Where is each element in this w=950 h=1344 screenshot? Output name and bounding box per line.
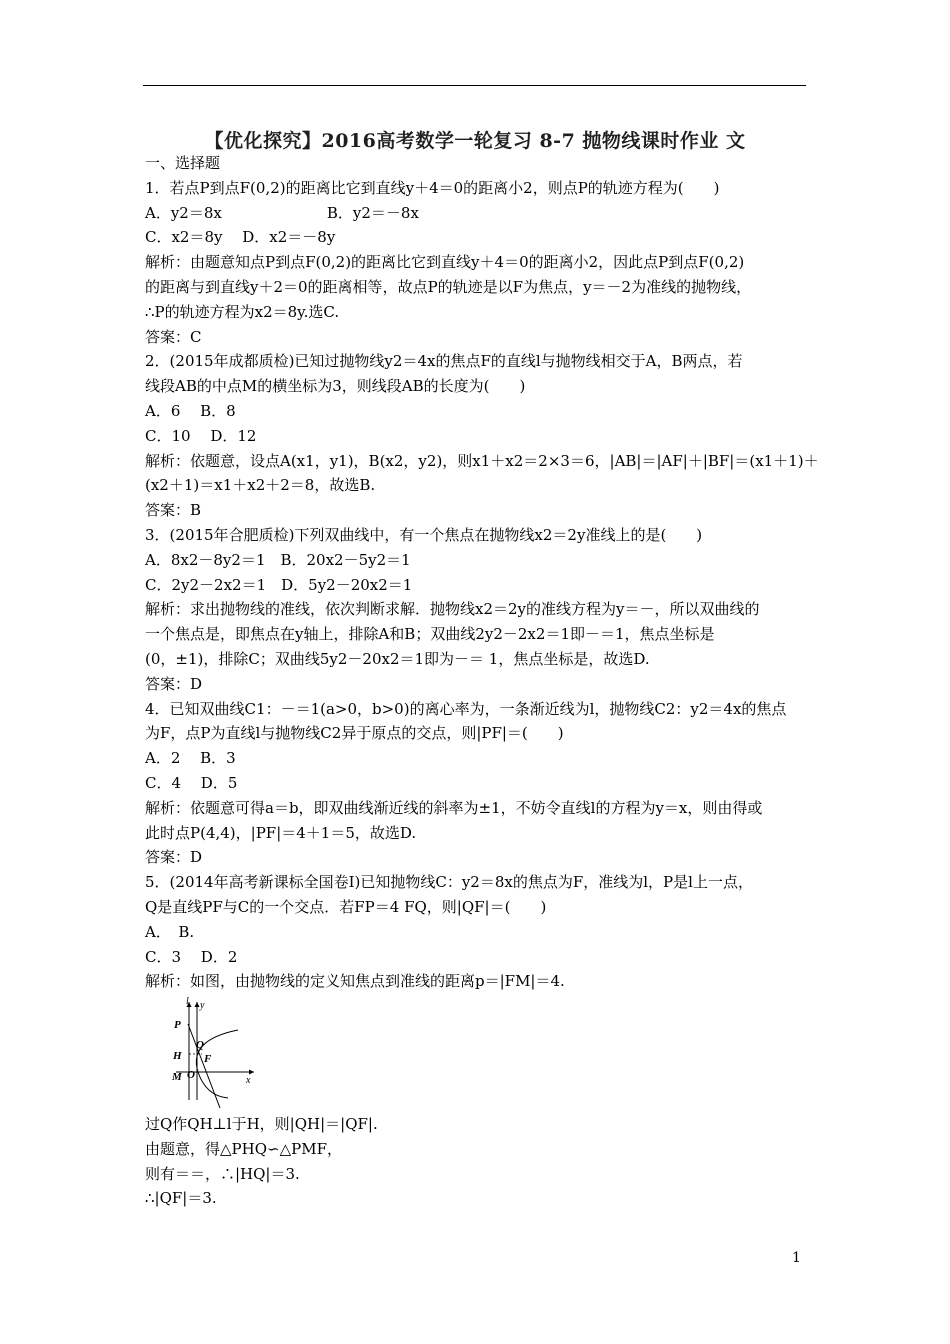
parabola-figure <box>158 996 258 1108</box>
text-line: 2．(2015年成都质检)已知过抛物线y2＝4x的焦点F的直线l与抛物线相交于A，B两点，若 <box>145 352 743 371</box>
label-p: P <box>174 1019 181 1032</box>
text-line: A．y2＝8x B．y2＝－8x <box>145 203 419 222</box>
text-line: 答案：D <box>145 674 203 693</box>
text-line: 答案：B <box>145 501 202 520</box>
text-line: 由题意，得△PHQ∽△PMF， <box>145 1139 342 1158</box>
text-line: 解析：依题意可得a＝b，即双曲线渐近线的斜率为±1，不妨令直线l的方程为y＝x，则由得或 <box>145 798 763 817</box>
header-rule <box>143 85 806 86</box>
label-o: O <box>187 1069 195 1082</box>
text-line: 为F，点P为直线l与抛物线C2异于原点的交点，则|PF|＝( ) <box>145 724 564 743</box>
text-line: Q是直线PF与C的一个交点．若FP＝4 FQ，则|QF|＝( ) <box>145 897 547 916</box>
text-line: 解析：求出抛物线的准线，依次判断求解．抛物线x2＝2y的准线方程为y＝－，所以双曲线的 <box>145 600 760 619</box>
label-m: M <box>172 1071 182 1084</box>
text-line: A．8x2－8y2＝1 B．20x2－5y2＝1 <box>145 550 411 569</box>
text-line: 一个焦点是，即焦点在y轴上，排除A和B；双曲线2y2－2x2＝1即－＝1，焦点坐标是 <box>145 625 715 644</box>
text-line: 答案：C <box>145 327 202 346</box>
text-line: (x2＋1)＝x1＋x2＋2＝8，故选B. <box>145 476 376 495</box>
text-block-after-figure <box>145 1112 810 1211</box>
document-body <box>145 151 819 1211</box>
label-f: F <box>204 1053 212 1066</box>
text-line: 的距离与到直线y＋2＝0的距离相等，故点P的轨迹是以F为焦点，y＝－2为准线的抛物线， <box>145 277 752 296</box>
text-line: 1．若点P到点F(0,2)的距离比它到直线y＋4＝0的距离小2，则点P的轨迹方程为( ) <box>145 178 720 197</box>
text-line: 3．(2015年合肥质检)下列双曲线中，有一个焦点在抛物线x2＝2y准线上的是( ) <box>145 525 703 544</box>
text-line: 5．(2014年高考新课标全国卷Ⅰ)已知抛物线C：y2＝8x的焦点为F，准线为l，P是l上一点， <box>145 873 753 892</box>
text-line: 解析：如图，由抛物线的定义知焦点到准线的距离p＝|FM|＝4. <box>145 972 565 991</box>
text-line: 解析：由题意知点P到点F(0,2)的距离比它到直线y＋4＝0的距离小2，因此点P到点F(0,2) <box>145 253 745 272</box>
text-line: 过Q作QH⊥l于H，则|QH|＝|QF|. <box>145 1115 378 1134</box>
text-line: C．4 D．5 <box>145 773 238 792</box>
text-line: C．3 D．2 <box>145 947 238 966</box>
text-line: 一、选择题 <box>145 154 221 172</box>
text-line: C．10 D．12 <box>145 426 257 445</box>
text-line: 答案：D <box>145 848 203 867</box>
label-h: H <box>173 1050 182 1063</box>
text-line: ∴P的轨迹方程为x2＝8y.选C. <box>145 302 340 321</box>
document-title: 【优化探究】2016高考数学一轮复习 8-7 抛物线课时作业 文 <box>204 130 746 152</box>
text-block-before-figure <box>145 151 819 994</box>
text-line: 则有＝＝，∴|HQ|＝3. <box>145 1164 300 1183</box>
label-y: y <box>200 1000 205 1012</box>
x-axis-arrow <box>249 1070 254 1075</box>
text-line: ∴|QF|＝3. <box>145 1189 217 1208</box>
page-number: 1 <box>792 1250 801 1266</box>
text-line: A． B. <box>145 922 195 941</box>
text-line: C．x2＝8y D．x2＝－8y <box>145 228 336 247</box>
text-line: (0，±1)，排除C；双曲线5y2－20x2＝1即为－＝ 1，焦点坐标是，故选D. <box>145 649 650 668</box>
label-x: x <box>246 1075 251 1087</box>
text-line: 线段AB的中点M的横坐标为3，则线段AB的长度为( ) <box>145 377 526 396</box>
label-l: l <box>186 996 189 1008</box>
y-axis-arrow <box>195 1002 200 1007</box>
text-line: 解析：依题意，设点A(x1，y1)，B(x2，y2)，则x1＋x2＝2×3＝6，|AB|＝|AF|＋|BF|＝(x1＋1)＋ <box>145 451 819 470</box>
text-line: C．2y2－2x2＝1 D．5y2－20x2＝1 <box>145 575 413 594</box>
text-line: 此时点P(4,4)，|PF|＝4＋1＝5，故选D. <box>145 823 417 842</box>
parabola-diagram <box>158 996 258 1108</box>
label-q: Q <box>196 1039 204 1052</box>
text-line: A．2 B．3 <box>145 749 236 768</box>
text-line: 4．已知双曲线C1：－＝1(a>0，b>0)的离心率为，一条渐近线为l，抛物线C2：y2＝4x的焦点 <box>145 699 787 718</box>
text-line: A．6 B．8 <box>145 401 236 420</box>
